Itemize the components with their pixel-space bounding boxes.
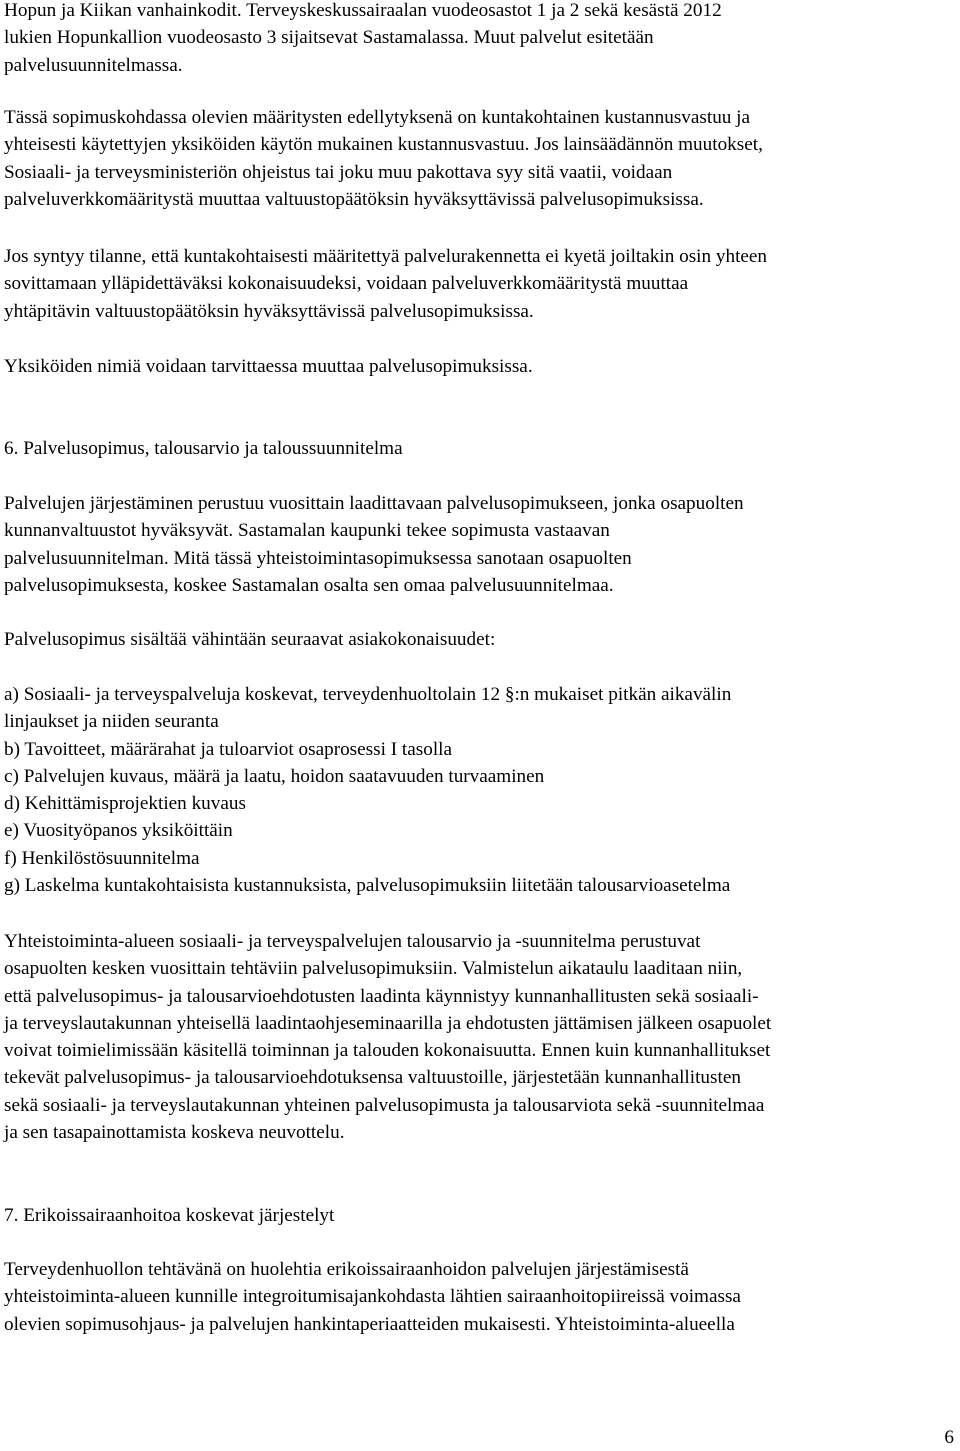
- paragraph-budget: [4, 928, 956, 1146]
- text-line: yhtäpitävin valtuustopäätöksin hyväksyttävissä palvelusopimuksissa.: [4, 300, 534, 322]
- text-line: palveluverkkomääritystä muuttaa valtuustopäätöksin hyväksyttävissä palvelusopimuksissa.: [4, 188, 704, 210]
- text-line: palvelusuunnitelmassa.: [4, 54, 183, 76]
- text-line: yhteisesti käytettyjen yksiköiden käytön mukainen kustannusvastuu. Jos lainsäädännön muutokset,: [4, 134, 763, 156]
- text-line: Jos syntyy tilanne, että kuntakohtaisesti määritettyä palvelurakennetta ei kyetä joiltakin osin yhteen: [4, 246, 768, 267]
- paragraph-unit-names: [4, 353, 956, 380]
- list-item: a) Sosiaali- ja terveyspalveluja koskevat, terveydenhuoltolain 12 §:n mukaiset pitkän aikavälin: [4, 684, 732, 705]
- text-line: Tässä sopimuskohdassa olevien määritysten edellytyksenä on kuntakohtainen kustannusvastuu ja: [4, 107, 751, 128]
- text-line: palvelusuunnitelman. Mitä tässä yhteistoimintasopimuksessa sanotaan osapuolten: [4, 547, 632, 569]
- agreement-contents-list: [4, 681, 956, 899]
- text-line: Yksiköiden nimiä voidaan tarvittaessa muuttaa palvelusopimuksissa.: [4, 356, 533, 377]
- text-line: ja sen tasapainottamista koskeva neuvottelu.: [4, 1122, 345, 1144]
- text-line: kunnanvaltuustot hyväksyvät. Sastamalan kaupunki tekee sopimusta vastaavan: [4, 520, 610, 542]
- text-line: Palvelujen järjestäminen perustuu vuosittain laadittavaan palvelusopimukseen, jonka osapuolten: [4, 493, 744, 514]
- text-line: ja terveyslautakunnan yhteisellä laadintaohjeseminaarilla ja ehdotusten jättämisen jälkeen osapuolet: [4, 1012, 772, 1034]
- text-line: Yhteistoiminta-alueen sosiaali- ja terveyspalvelujen talousarvio ja -suunnitelma perustuvat: [4, 931, 701, 952]
- text-line: osapuolten kesken vuosittain tehtäviin palvelusopimuksiin. Valmistelun aikataulu laaditaan niin,: [4, 958, 743, 980]
- page-number: 6: [944, 1427, 954, 1448]
- paragraph-continuation: [4, 0, 956, 79]
- list-item: c) Palvelujen kuvaus, määrä ja laatu, hoidon saatavuuden turvaaminen: [4, 765, 545, 787]
- text-line: yhteistoiminta-alueen kunnille integroitumisajankohdasta lähtien sairaanhoitopiireissä voimassa: [4, 1286, 741, 1308]
- text-line: Hopun ja Kiikan vanhainkodit. Terveyskeskussairaalan vuodeosastot 1 ja 2 sekä kesästä 2012: [4, 0, 722, 21]
- paragraph-service-agreement-intro: [4, 490, 956, 599]
- list-item: f) Henkilöstösuunnitelma: [4, 847, 200, 869]
- text-line: palvelusopimuksesta, koskee Sastamalan osalta sen omaa palvelusuunnitelmaa.: [4, 574, 614, 596]
- text-line: Terveydenhuollon tehtävänä on huolehtia erikoissairaanhoidon palvelujen järjestämisestä: [4, 1259, 689, 1280]
- text-line: sekä sosiaali- ja terveyslautakunnan yhteinen palvelusopimusta ja talousarviota sekä -suunnitelmaa: [4, 1094, 765, 1116]
- section-7-heading: 7. Erikoissairaanhoitoa koskevat järjestelyt: [4, 1205, 335, 1226]
- text-line: voivat toimielimissään käsitellä toiminnan ja talouden kokonaisuutta. Ennen kuin kunnanhallitukset: [4, 1040, 771, 1062]
- paragraph-agreement-contents-intro: [4, 626, 956, 653]
- section-6-heading: 6. Palvelusopimus, talousarvio ja taloussuunnitelma: [4, 438, 403, 459]
- list-item: b) Tavoitteet, määrärahat ja tuloarviot osaprosessi I tasolla: [4, 738, 452, 760]
- list-item: g) Laskelma kuntakohtaisista kustannuksista, palvelusopimuksiin liitetään talousarvioasetelma: [4, 875, 731, 897]
- list-item: linjaukset ja niiden seuranta: [4, 711, 219, 733]
- text-line: Sosiaali- ja terveysministeriön ohjeistus tai joku muu pakottava syy sitä vaatii, voidaan: [4, 161, 673, 183]
- paragraph-specialized-care: [4, 1256, 956, 1338]
- text-line: tekevät palvelusopimus- ja talousarvioehdotuksensa valtuustoille, järjestetään kunnanhallitusten: [4, 1067, 741, 1089]
- text-line: sovittamaan ylläpidettäväksi kokonaisuudeksi, voidaan palveluverkkomääritystä muuttaa: [4, 273, 689, 295]
- text-line: että palvelusopimus- ja talousarvioehdotusten laadinta käynnistyy kunnanhallitusten sekä sosiaali-: [4, 985, 759, 1007]
- list-item: d) Kehittämisprojektien kuvaus: [4, 793, 246, 815]
- text-line: Palvelusopimus sisältää vähintään seuraavat asiakokonaisuudet:: [4, 629, 496, 650]
- text-line: lukien Hopunkallion vuodeosasto 3 sijaitsevat Sastamalassa. Muut palvelut esitetään: [4, 27, 654, 49]
- text-line: olevien sopimusohjaus- ja palvelujen hankintaperiaatteiden mukaisesti. Yhteistoiminta-alueella: [4, 1313, 735, 1335]
- paragraph-cost-responsibility: [4, 104, 956, 213]
- paragraph-service-structure: [4, 243, 956, 325]
- list-item: e) Vuosityöpanos yksiköittäin: [4, 820, 233, 842]
